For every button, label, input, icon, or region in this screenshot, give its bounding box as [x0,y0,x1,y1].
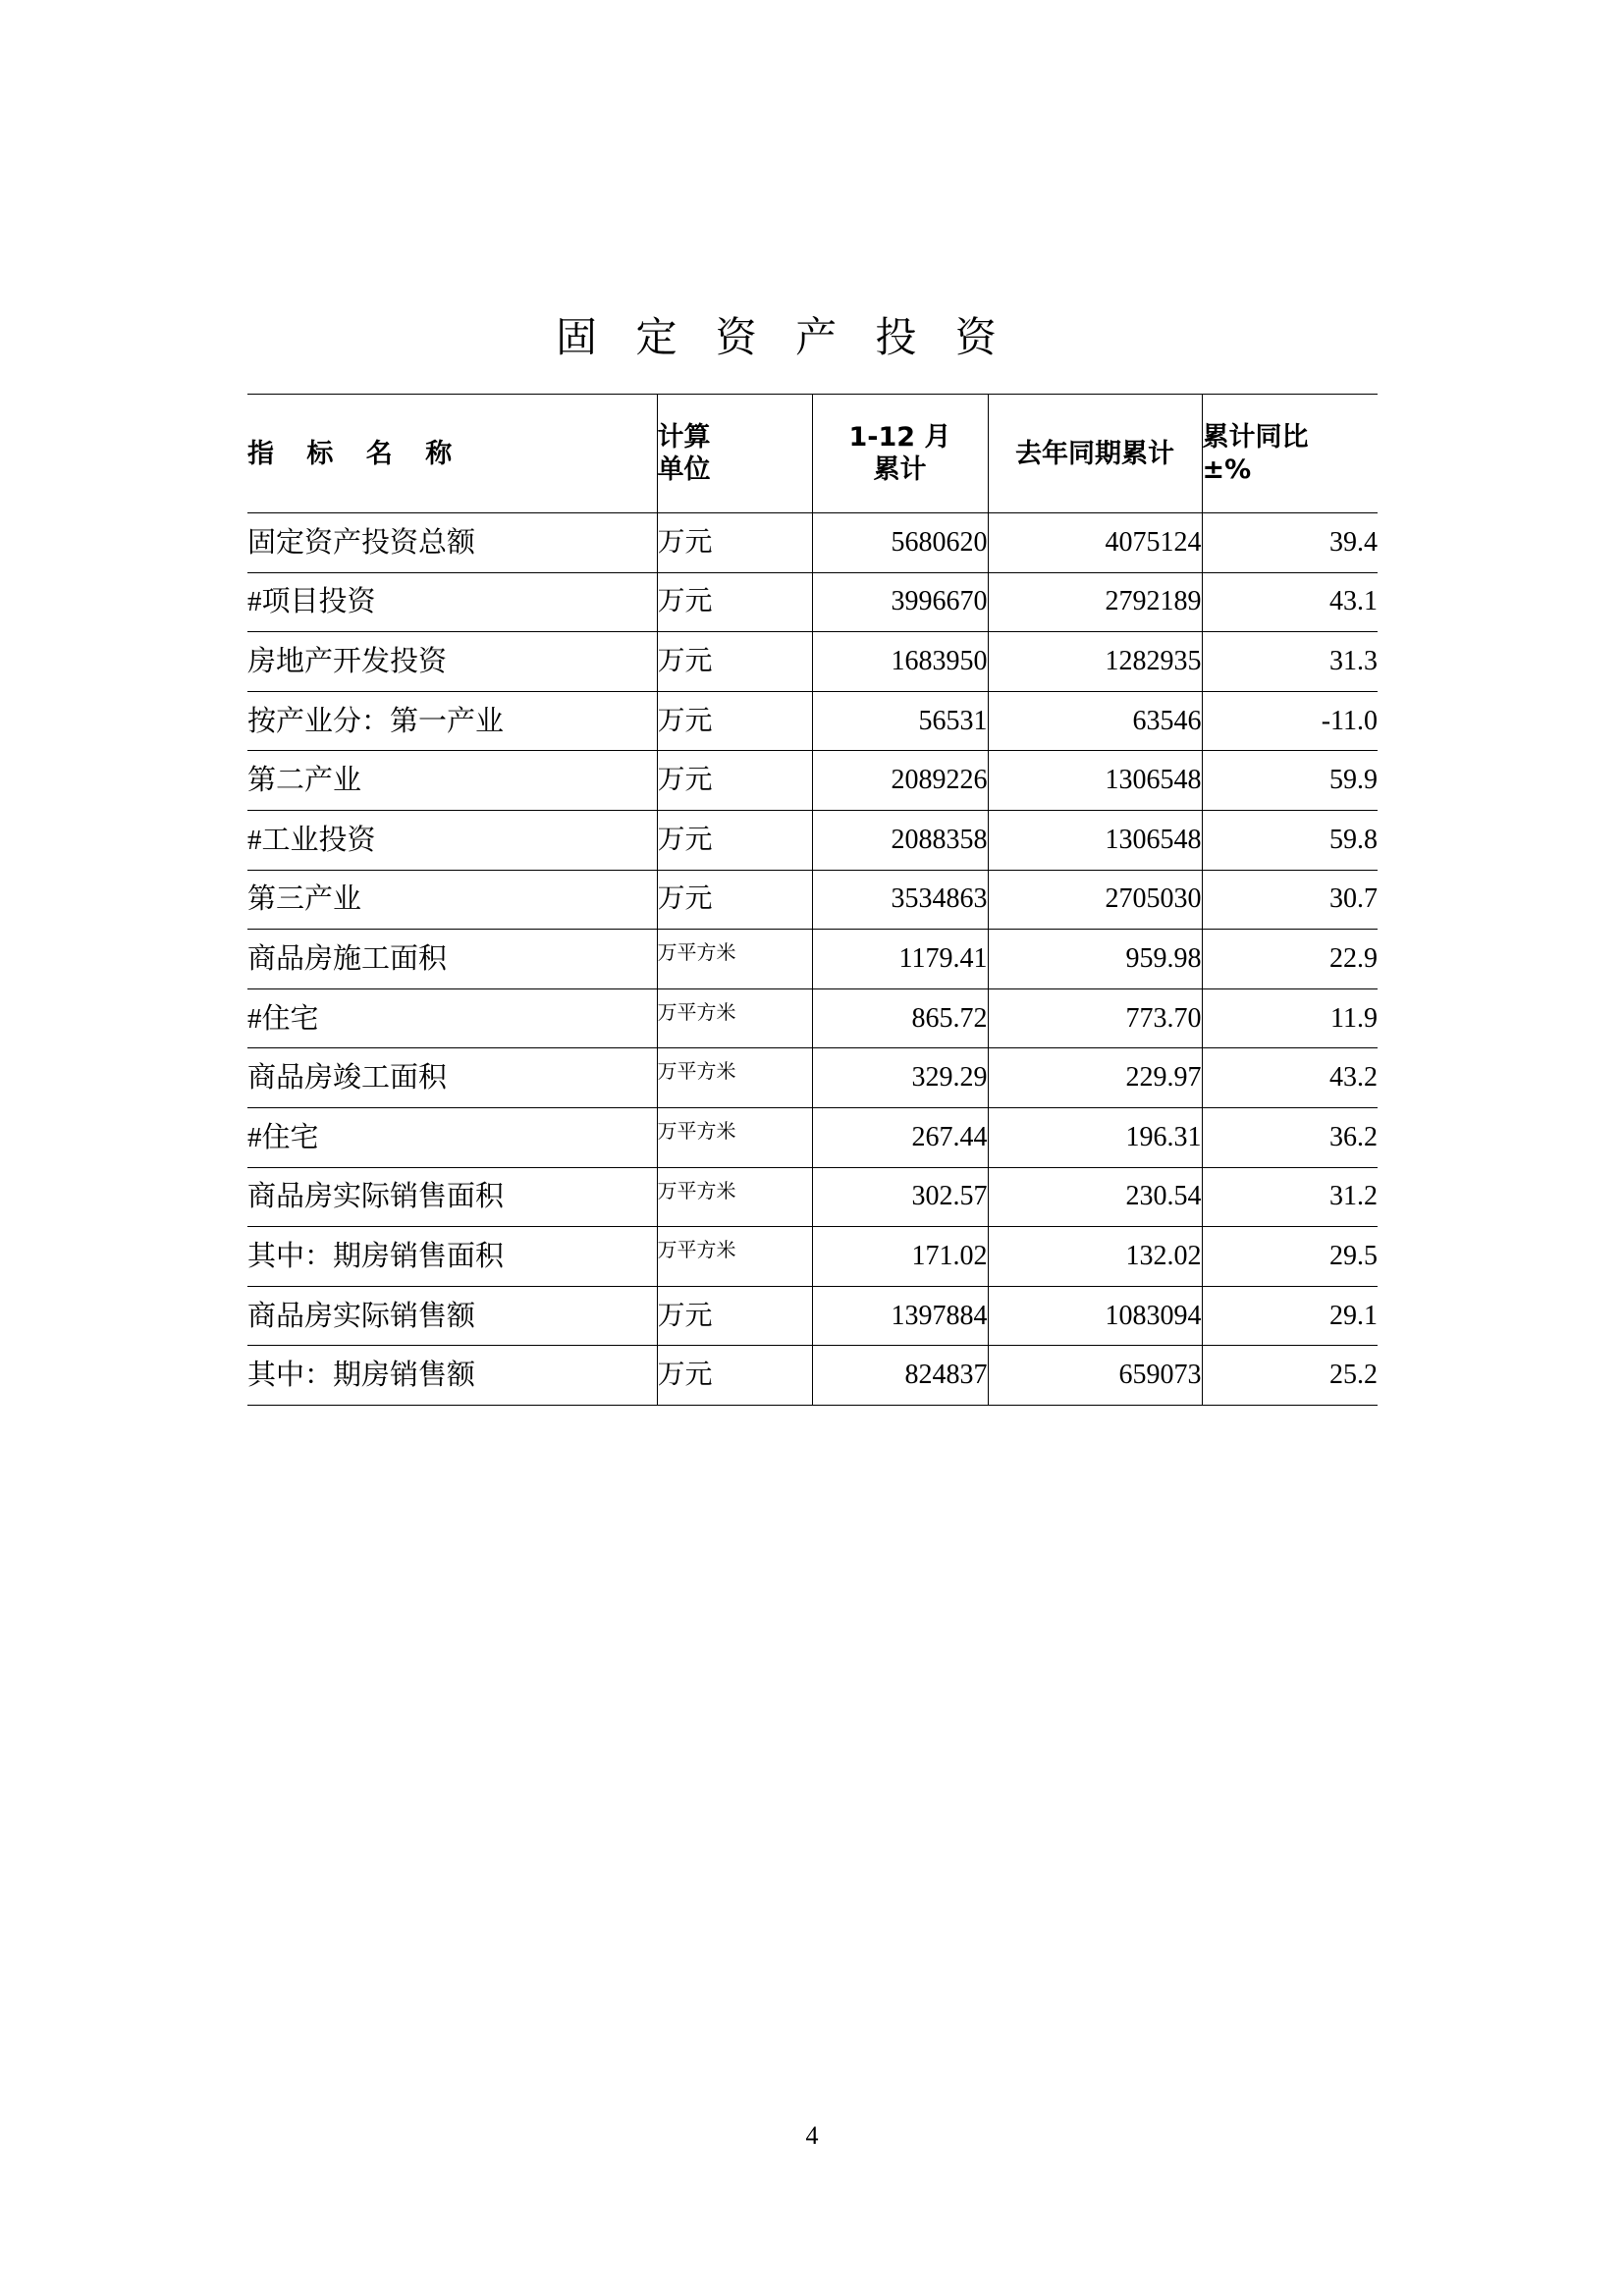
row-name-cell: 商品房施工面积 [247,930,657,989]
row-current-cell: 865.72 [812,988,988,1048]
header-current-cumulative [812,395,988,513]
table-row [247,691,1378,751]
page-number: 4 [805,2121,819,2150]
row-unit-cell: 万平方米 [657,1167,812,1227]
row-unit-cell: 万平方米 [657,1227,812,1287]
row-unit-cell: 万元 [657,632,812,692]
row-name-cell: 其中：期房销售额 [247,1346,657,1406]
table-row [247,1107,1378,1167]
row-name-cell: 按产业分：第一产业 [247,691,657,751]
row-unit-cell: 万元 [657,513,812,573]
header-unit-line: 计算 [657,422,711,453]
row-yoy-cell: 39.4 [1202,513,1378,573]
row-unit-cell: 万平方米 [657,988,812,1048]
row-unit-cell: 万元 [657,870,812,930]
row-last-year-cell: 1282935 [988,632,1202,692]
row-name-cell: 商品房实际销售面积 [247,1167,657,1227]
row-last-year-cell: 230.54 [988,1167,1202,1227]
table-row [247,810,1378,870]
row-name-cell: #住宅 [247,988,657,1048]
row-yoy-cell: 59.8 [1202,810,1378,870]
header-unit-line: 单位 [657,454,711,485]
row-yoy-cell: 43.2 [1202,1048,1378,1108]
row-unit-cell: 万元 [657,751,812,811]
row-current-cell: 2088358 [812,810,988,870]
row-last-year-cell: 659073 [988,1346,1202,1406]
row-name-cell: #工业投资 [247,810,657,870]
row-last-year-cell: 959.98 [988,930,1202,989]
row-last-year-cell: 1083094 [988,1286,1202,1346]
row-current-cell: 3534863 [812,870,988,930]
table-row [247,1346,1378,1406]
table-header-row [247,395,1378,513]
row-last-year-cell: 1306548 [988,810,1202,870]
table-row [247,751,1378,811]
row-unit-cell: 万元 [657,572,812,632]
row-current-cell: 267.44 [812,1107,988,1167]
row-current-cell: 824837 [812,1346,988,1406]
row-name-cell: 第二产业 [247,751,657,811]
table-row [247,988,1378,1048]
fixed-asset-investment-table [247,394,1378,1406]
table-row [247,513,1378,573]
row-unit-cell: 万元 [657,810,812,870]
page-title: 固 定 资 产 投 资 [556,313,1009,361]
header-current-line: 1-12 月 [848,422,951,453]
row-current-cell: 302.57 [812,1167,988,1227]
row-yoy-cell: 30.7 [1202,870,1378,930]
table-row [247,930,1378,989]
header-yoy-change [1202,395,1378,513]
row-last-year-cell: 2705030 [988,870,1202,930]
row-yoy-cell: 29.1 [1202,1286,1378,1346]
table-row [247,1227,1378,1287]
row-name-cell: 房地产开发投资 [247,632,657,692]
header-indicator-name: 指 标 名 称 [247,395,657,513]
row-name-cell: 第三产业 [247,870,657,930]
row-yoy-cell: 25.2 [1202,1346,1378,1406]
table-row [247,1048,1378,1108]
row-current-cell: 329.29 [812,1048,988,1108]
row-last-year-cell: 132.02 [988,1227,1202,1287]
row-yoy-cell: 43.1 [1202,572,1378,632]
row-unit-cell: 万平方米 [657,930,812,989]
row-name-cell: #住宅 [247,1107,657,1167]
header-yoy-line: ±% [1202,454,1252,485]
row-last-year-cell: 196.31 [988,1107,1202,1167]
row-name-cell: #项目投资 [247,572,657,632]
row-current-cell: 56531 [812,691,988,751]
row-yoy-cell: 59.9 [1202,751,1378,811]
row-yoy-cell: 29.5 [1202,1227,1378,1287]
row-last-year-cell: 1306548 [988,751,1202,811]
row-yoy-cell: 22.9 [1202,930,1378,989]
row-unit-cell: 万元 [657,1286,812,1346]
row-yoy-cell: 31.2 [1202,1167,1378,1227]
row-name-cell: 其中：期房销售面积 [247,1227,657,1287]
row-current-cell: 2089226 [812,751,988,811]
header-last-year-cumulative: 去年同期累计 [988,395,1202,513]
row-name-cell: 固定资产投资总额 [247,513,657,573]
row-unit-cell: 万平方米 [657,1107,812,1167]
row-unit-cell: 万平方米 [657,1048,812,1108]
row-current-cell: 1179.41 [812,930,988,989]
table-row [247,1167,1378,1227]
row-current-cell: 171.02 [812,1227,988,1287]
row-yoy-cell: 36.2 [1202,1107,1378,1167]
table-row [247,632,1378,692]
row-current-cell: 1683950 [812,632,988,692]
row-current-cell: 5680620 [812,513,988,573]
row-yoy-cell: 11.9 [1202,988,1378,1048]
row-name-cell: 商品房实际销售额 [247,1286,657,1346]
row-current-cell: 3996670 [812,572,988,632]
row-yoy-cell: 31.3 [1202,632,1378,692]
row-current-cell: 1397884 [812,1286,988,1346]
header-current-line: 累计 [873,454,927,485]
row-last-year-cell: 63546 [988,691,1202,751]
row-last-year-cell: 773.70 [988,988,1202,1048]
row-unit-cell: 万元 [657,1346,812,1406]
row-last-year-cell: 2792189 [988,572,1202,632]
row-yoy-cell: -11.0 [1202,691,1378,751]
row-last-year-cell: 4075124 [988,513,1202,573]
header-yoy-line: 累计同比 [1202,422,1309,453]
row-last-year-cell: 229.97 [988,1048,1202,1108]
table-row [247,1286,1378,1346]
row-name-cell: 商品房竣工面积 [247,1048,657,1108]
table-row [247,870,1378,930]
header-unit [657,395,812,513]
table-row [247,572,1378,632]
row-unit-cell: 万元 [657,691,812,751]
